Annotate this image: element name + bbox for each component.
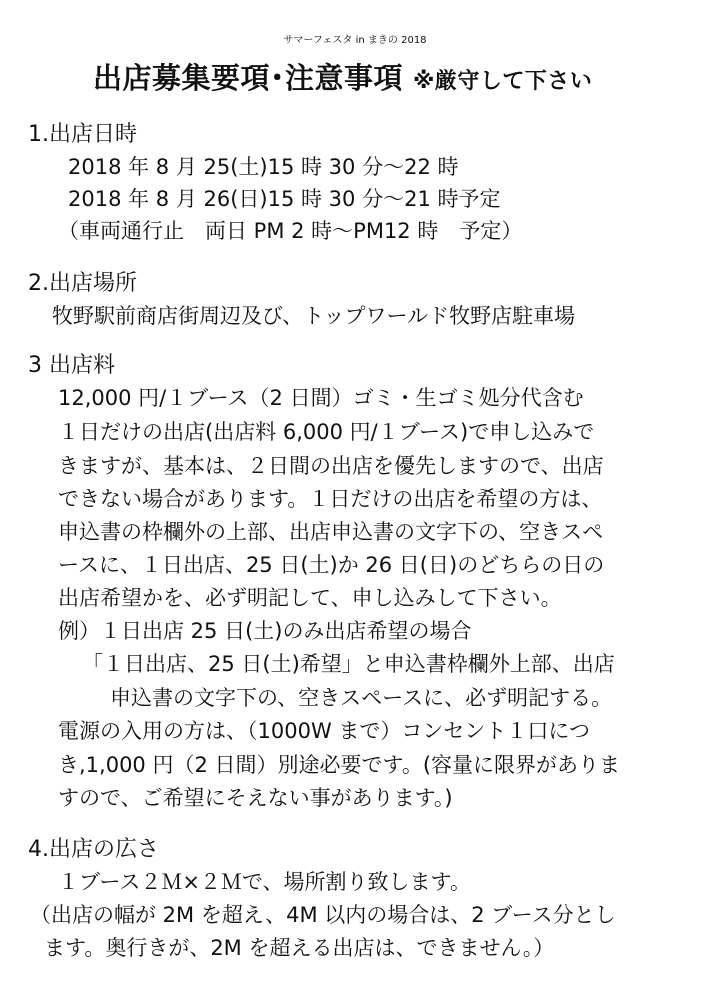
title-text: 出店募集要項･注意事項 — [93, 61, 404, 95]
fee-line-power-2: き,1,000 円（2 日間）別途必要です。(容量に限界がありま — [58, 753, 621, 777]
fee-line-power-1: 電源の入用の方は、（1000W まで）コンセント１口につ — [58, 719, 590, 743]
section-size-heading: 4.出店の広さ — [28, 837, 159, 862]
place-line-1: 牧野駅前商店街周辺及び、トップワールド牧野店駐車場 — [52, 304, 576, 328]
size-line-2: （出店の幅が 2M を超え、4M 以内の場合は、2 ブース分とし — [30, 903, 616, 927]
fee-line-3: きますが、基本は、２日間の出店を優先しますので、出店 — [58, 454, 604, 478]
title-note: ※厳守して下さい — [413, 69, 593, 94]
fee-line-4: できない場合があります。１日だけの出店を希望の方は、 — [58, 487, 603, 511]
fee-line-power-3: すので、ご希望にそえない事があります。) — [58, 786, 453, 810]
date-line-3: （車両通行止 両日 PM 2 時～PM12 時 予定） — [58, 219, 523, 243]
fee-line-6: ースに、１日出店、25 日(土)か 26 日(日)のどちらの日の — [58, 553, 605, 577]
size-line-3: ます。奥行きが、2M を超える出店は、できません。） — [44, 936, 555, 960]
section-date-heading: 1.出店日時 — [28, 122, 137, 147]
fee-example-heading: 例）１日出店 25 日(土)のみ出店希望の場合 — [58, 619, 472, 643]
page-title — [93, 61, 593, 95]
fee-example-line-1: 「１日出店、25 日(土)希望」と申込書枠欄外上部、出店 — [82, 652, 615, 676]
section-fee-heading: 3 出店料 — [28, 353, 115, 378]
fee-line-5: 申込書の枠欄外の上部、出店申込書の文字下の、空きスペ — [58, 520, 604, 544]
fee-line-7: 出店希望かを、必ず明記して、申し込みして下さい。 — [58, 586, 562, 610]
size-line-1: １ブース２Ｍ×２Ｍで、場所割り致します。 — [58, 870, 471, 894]
date-line-1: 2018 年 8 月 25(土)15 時 30 分～22 時 — [68, 155, 459, 179]
fee-example-line-2: 申込書の文字下の、空きスペースに、必ず明記する。 — [110, 686, 613, 710]
section-place-heading: 2.出店場所 — [28, 271, 137, 296]
fee-line-2: １日だけの出店(出店料 6,000 円/１ブース)で申し込みで — [58, 420, 595, 444]
fee-line-1: 12,000 円/１ブース（2 日間）ゴミ・生ゴミ処分代含む — [58, 386, 584, 410]
date-line-2: 2018 年 8 月 26(日)15 時 30 分～21 時予定 — [68, 187, 501, 211]
event-subtitle: サマーフェスタ in まきの 2018 — [283, 35, 427, 46]
